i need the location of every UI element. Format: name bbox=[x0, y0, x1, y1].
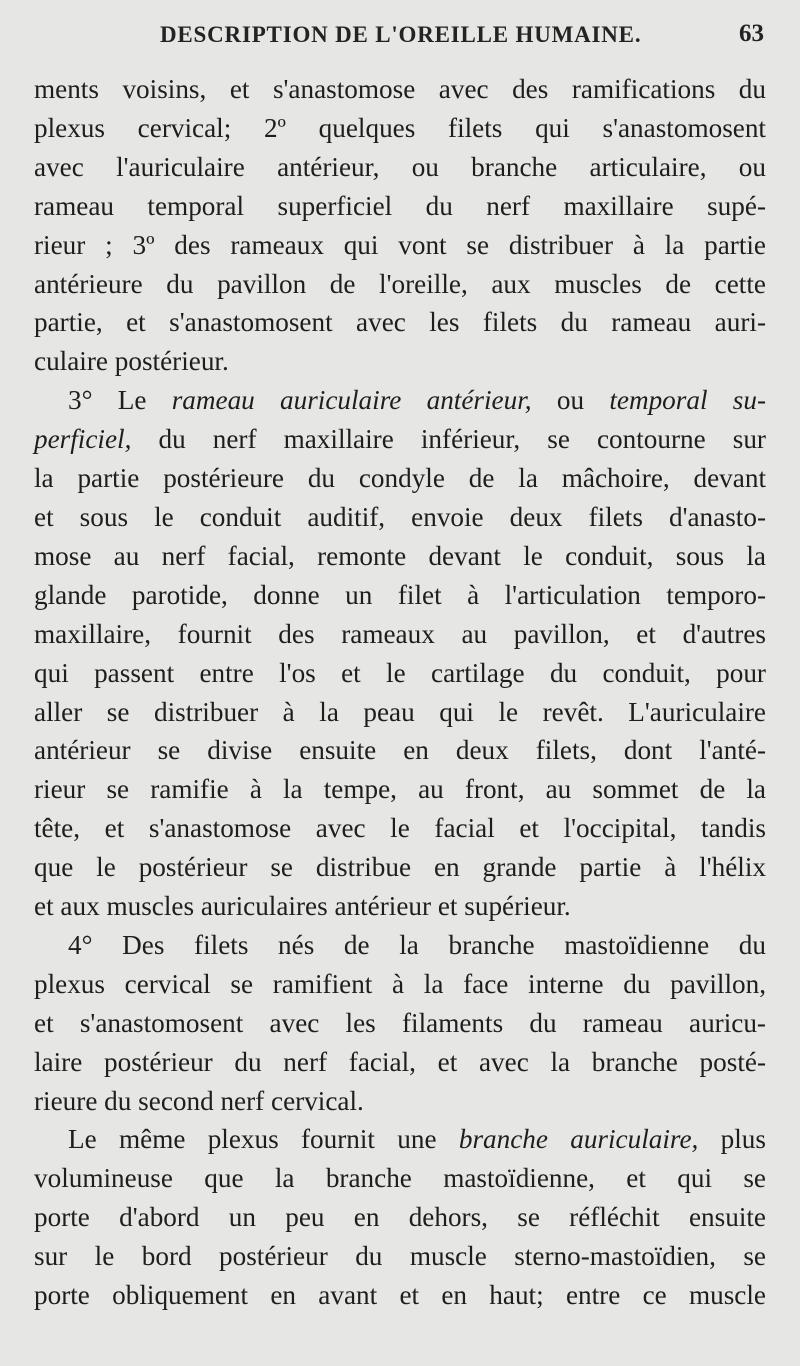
text-line: aller se distribuer à la peau qui le revêt. L'auriculaire bbox=[34, 696, 766, 727]
text-line: partie, et s'anastomosent avec les filets du rameau auri- bbox=[34, 307, 766, 338]
text-line: porte obliquement en avant et en haut; entre ce muscle bbox=[34, 1280, 766, 1311]
text-run: du nerf maxillaire inférieur, se contourne sur bbox=[131, 424, 766, 455]
body-text bbox=[34, 70, 766, 1315]
text-line: 4° Des filets nés de la branche mastoïdienne du bbox=[68, 929, 766, 960]
text-line bbox=[34, 1120, 766, 1159]
text-line: rieur se ramifie à la tempe, au front, au sommet de la bbox=[34, 774, 766, 805]
text-line: plexus cervical; 2º quelques filets qui s'anastomosent bbox=[34, 112, 766, 143]
text-line: tête, et s'anastomose avec le facial et l'occipital, tandis bbox=[34, 813, 766, 844]
text-line: culaire postérieur. bbox=[34, 346, 229, 377]
paragraph-3 bbox=[34, 926, 766, 1121]
page-number: 63 bbox=[739, 20, 764, 47]
text-line: et aux muscles auriculaires antérieur et supérieur. bbox=[34, 891, 571, 922]
text-line bbox=[34, 420, 766, 459]
text-line: antérieur se divise ensuite en deux filets, dont l'anté- bbox=[34, 735, 766, 766]
text-line: maxillaire, fournit des rameaux au pavillon, et d'autres bbox=[34, 618, 766, 649]
text-line: et sous le conduit auditif, envoie deux filets d'anasto- bbox=[34, 501, 766, 532]
italic-term: rameau auriculaire antérieur, bbox=[171, 385, 532, 416]
text-line: volumineuse que la branche mastoïdienne, et qui se bbox=[34, 1163, 766, 1194]
paragraph-4 bbox=[34, 1120, 766, 1315]
text-line: rieure du second nerf cervical. bbox=[34, 1085, 364, 1116]
text-run: plus bbox=[698, 1124, 766, 1155]
text-line bbox=[34, 381, 766, 420]
italic-term: temporal su- bbox=[609, 385, 766, 416]
text-line: laire postérieur du nerf facial, et avec la branche posté- bbox=[34, 1046, 766, 1077]
text-line: ments voisins, et s'anastomose avec des ramifications du bbox=[34, 74, 766, 104]
text-line: porte d'abord un peu en dehors, se réfléchit ensuite bbox=[34, 1202, 766, 1233]
text-run: Le même plexus fournit une bbox=[68, 1124, 459, 1155]
text-line: avec l'auriculaire antérieur, ou branche articulaire, ou bbox=[34, 151, 766, 182]
text-run: ou bbox=[531, 385, 610, 416]
text-line: rieur ; 3º des rameaux qui vont se distribuer à la partie bbox=[34, 229, 766, 260]
text-line: mose au nerf facial, remonte devant le conduit, sous la bbox=[34, 540, 766, 571]
text-line: rameau temporal superficiel du nerf maxillaire supé- bbox=[34, 190, 766, 221]
page-header bbox=[0, 22, 800, 58]
italic-term: perficiel, bbox=[34, 424, 132, 455]
text-line: la partie postérieure du condyle de la mâchoire, devant bbox=[34, 463, 766, 494]
text-line: et s'anastomosent avec les filaments du rameau auricu- bbox=[34, 1007, 766, 1038]
running-head: DESCRIPTION DE L'OREILLE HUMAINE. bbox=[160, 22, 642, 47]
text-line: sur le bord postérieur du muscle sterno-mastoïdien, se bbox=[34, 1241, 766, 1272]
text-line: que le postérieur se distribue en grande partie à l'hélix bbox=[34, 852, 766, 883]
text-line: qui passent entre l'os et le cartilage du conduit, pour bbox=[34, 657, 766, 688]
text-line: glande parotide, donne un filet à l'articulation temporo- bbox=[34, 579, 766, 610]
text-line: antérieure du pavillon de l'oreille, aux muscles de cette bbox=[34, 268, 766, 299]
paragraph-2 bbox=[34, 381, 766, 926]
text-run: 3° Le bbox=[68, 385, 172, 416]
paragraph-1 bbox=[34, 70, 766, 381]
text-line: plexus cervical se ramifient à la face interne du pavillon, bbox=[34, 968, 766, 999]
italic-term: branche auriculaire, bbox=[458, 1124, 699, 1155]
